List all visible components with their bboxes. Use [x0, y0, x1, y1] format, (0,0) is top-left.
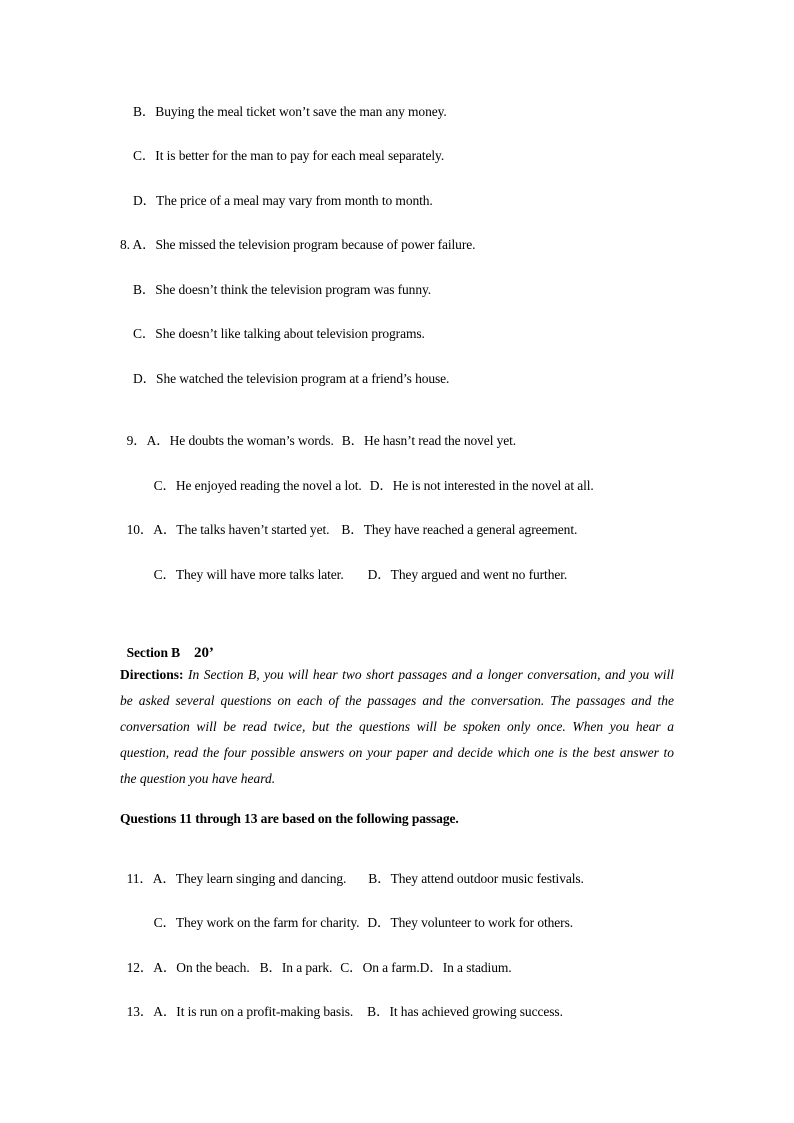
- directions-line-5: the question you have heard.: [120, 771, 276, 786]
- passage-note: Questions 11 through 13 are based on the following passage.: [120, 811, 459, 826]
- question-12-line: [120, 941, 512, 977]
- section-b-title: Section B: [126, 645, 181, 660]
- option-8d: D．She watched the television program at a friend’s house.: [133, 371, 450, 386]
- option-10d: D．They argued and went no further.: [367, 567, 568, 582]
- directions-label: Directions:: [120, 667, 184, 682]
- question-9-line-2: [147, 459, 594, 495]
- question-9-line-1: [120, 414, 516, 450]
- directions-line-3: conversation will be read twice, but the questions will be spoken only once. When you hear a: [120, 719, 674, 734]
- option-11b: B．They attend outdoor music festivals.: [368, 871, 584, 886]
- option-10a: 10．A．The talks haven’t started yet.: [126, 522, 330, 537]
- option-13a: 13．A．It is run on a profit-making basis.: [126, 1004, 354, 1019]
- option-12a: 12．A．On the beach.: [126, 960, 250, 975]
- question-10-line-2: [147, 548, 567, 584]
- option-10b: B．They have reached a general agreement.: [341, 522, 578, 537]
- option-9c: C．He enjoyed reading the novel a lot.: [153, 478, 362, 493]
- directions-line-2: be asked several questions on each of the passages and the conversation. The passages and the: [120, 693, 674, 708]
- option-9b: B．He hasn’t read the novel yet.: [341, 433, 517, 448]
- option-7d: D．The price of a meal may vary from month to month.: [133, 193, 433, 208]
- section-b-score: 20’: [194, 645, 214, 661]
- question-11-line-1: [120, 852, 584, 888]
- option-11a: 11．A．They learn singing and dancing.: [126, 871, 347, 886]
- option-9d: D．He is not interested in the novel at all.: [369, 478, 594, 493]
- option-12c: C．On a farm.: [340, 960, 420, 975]
- question-10-line-1: [120, 503, 577, 539]
- option-12b: B．In a park.: [259, 960, 333, 975]
- question-13-line: [120, 985, 563, 1021]
- directions-text-1: In Section B, you will hear two short passages and a longer conversation, and you will: [188, 667, 675, 682]
- option-11d: D．They volunteer to work for others.: [367, 915, 574, 930]
- question-8-option-a: 8. A．She missed the television program because of power failure.: [120, 237, 476, 252]
- section-b-heading: [120, 626, 214, 662]
- option-8b: B．She doesn’t think the television program was funny.: [133, 282, 432, 297]
- directions-line-1: [120, 666, 674, 684]
- option-7c: C．It is better for the man to pay for each meal separately.: [133, 148, 445, 163]
- option-11c: C．They work on the farm for charity.: [153, 915, 360, 930]
- option-8c: C．She doesn’t like talking about television programs.: [133, 326, 425, 341]
- option-10c: C．They will have more talks later.: [153, 567, 344, 582]
- option-9a: 9．A．He doubts the woman’s words.: [126, 433, 334, 448]
- question-11-line-2: [147, 896, 573, 932]
- option-7b: B．Buying the meal ticket won’t save the man any money.: [133, 104, 447, 119]
- option-13b: B．It has achieved growing success.: [367, 1004, 563, 1019]
- directions-line-4: question, read the four possible answers on your paper and decide which one is the best answer to: [120, 745, 674, 760]
- option-12d: D．In a stadium.: [419, 960, 512, 975]
